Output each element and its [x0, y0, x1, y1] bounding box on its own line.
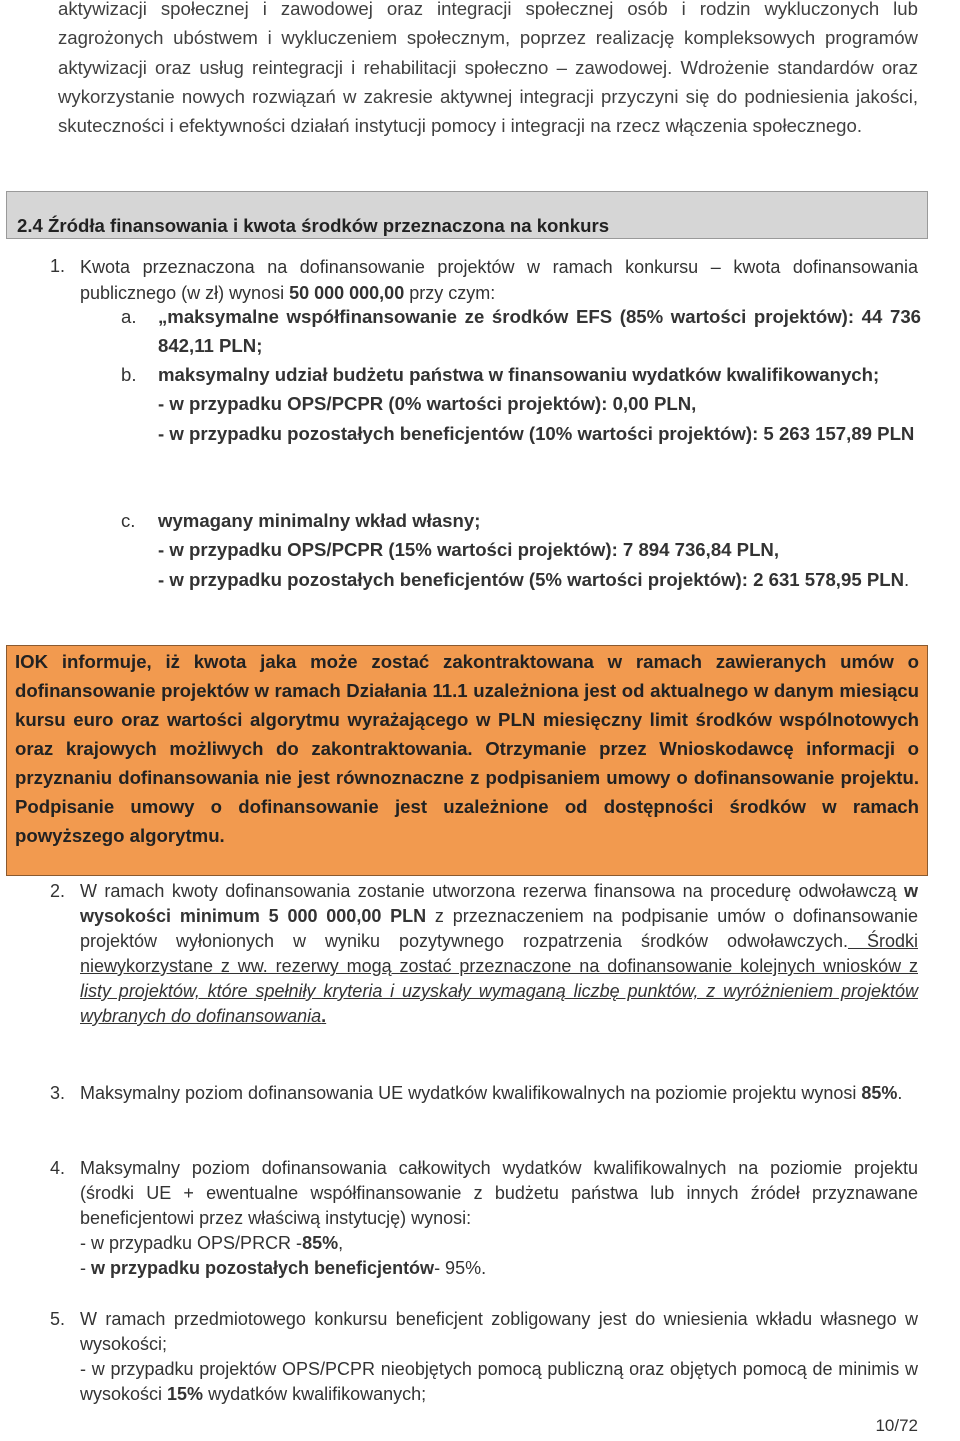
list-item-1: [38, 254, 918, 306]
item4-l1c: ,: [338, 1233, 344, 1253]
item1-text-a: Kwota przeznaczona na dofinansowanie projektów w ramach konkursu – kwota dofinansowania publicznego (w zł) wynosi: [80, 257, 918, 303]
item4-l2a: -: [80, 1258, 91, 1278]
item2-t5: listy projektów, które spełniły kryteria i uzyskały wymaganą liczbę punktów, z wyróżnieniem projektów wybranych do dofinansowania: [80, 981, 918, 1026]
item-number: 5.: [50, 1309, 66, 1329]
intro-paragraph: [58, 0, 918, 140]
item-text: [80, 1081, 918, 1106]
item-text: [80, 254, 918, 306]
item-number: 1.: [50, 256, 66, 276]
item-text: [80, 879, 918, 1029]
sub-item-label: c.: [121, 510, 136, 531]
item5-line1: [80, 1357, 918, 1407]
notice-text: IOK informuje, iż kwota jaka może zostać zakontraktowana w ramach zawieranych umów o dofinansowanie projektów w ramach Działania 11.1 uzależniona jest od aktualnego w danym miesiącu kursu euro oraz wartości algorytmu wyrażającego w PLN miesięczny limit środków wspólnotowych oraz krajowych możliwych do zakontraktowania. Otrzymanie przez Wnioskodawcę informacji o przyznaniu dofinansowania nie jest równoznaczne z podpisaniem umowy o dofinansowanie projektu. Podpisanie umowy o dofinansowanie jest uzależnione od dostępności środków w ramach powyższego algorytmu.: [15, 651, 919, 846]
sub-item-a-text: „maksymalne współfinansowanie ze środków EFS (85% wartości projektów): 44 736 842,11 PLN;: [158, 306, 921, 357]
sub-item-b-line3: - w przypadku pozostałych beneficjentów (10% wartości projektów): 5 263 157,89 PLN: [158, 422, 915, 444]
item5-l1b: 15%: [167, 1384, 204, 1404]
item-number: 4.: [50, 1158, 66, 1178]
item2-t6: .: [321, 1006, 327, 1026]
sub-item-b: [121, 360, 921, 505]
sub-item-text: [158, 360, 921, 448]
sub-item-a: [121, 302, 921, 362]
sub-item-c-line2: - w przypadku OPS/PCPR (15% wartości projektów): 7 894 736,84 PLN,: [158, 539, 780, 561]
item4-l1b: 85%: [302, 1233, 339, 1253]
item-number: 3.: [50, 1083, 66, 1103]
item5-text: W ramach przedmiotowego konkursu beneficjent zobligowany jest do wniesienia wkładu własnego w wysokości;: [80, 1309, 918, 1354]
item4-l2c: - 95%.: [434, 1258, 487, 1278]
item2-t1: W ramach kwoty dofinansowania zostanie utworzona rezerwa finansowa na procedurę odwoławczą: [80, 881, 904, 901]
item3-t2: 85%: [861, 1083, 898, 1103]
sub-item-c: [121, 506, 921, 621]
sub-item-text: [158, 506, 921, 594]
item2-t3: z przeznaczeniem na podpisanie umów o dofinansowanie projektów wyłonionych w wyniku pozytywnego rozpatrzenia środków odwoławczych.: [80, 906, 918, 951]
sub-item-c-line1: wymagany minimalny wkład własny;: [158, 510, 481, 531]
item5-l1a: - w przypadku projektów OPS/PCPR nieobjętych pomocą publiczną oraz objętych pomocą de minimis w wysokości: [80, 1359, 918, 1404]
section-heading: 2.4 Źródła finansowania i kwota środków przeznaczona na konkurs: [17, 215, 610, 236]
sub-item-label: a.: [121, 306, 137, 327]
list-item-5: [38, 1307, 918, 1407]
item4-text: Maksymalny poziom dofinansowania całkowitych wydatków kwalifikowalnych na poziomie projektu (środki UE + ewentualne współfinansowanie z budżetu państwa lub innych źródeł przyznawane beneficjentowi przez właściwą instytucję) wynosi:: [80, 1158, 918, 1228]
list-item-2: [38, 879, 918, 1029]
item-number: 2.: [50, 881, 66, 901]
item4-line2: [80, 1256, 918, 1281]
sub-item-b-line1: maksymalny udział budżetu państwa w finansowaniu wydatków kwalifikowanych;: [158, 364, 880, 385]
sub-item-text: [158, 302, 921, 361]
list-item-4: [38, 1156, 918, 1281]
item4-line1: [80, 1231, 918, 1256]
sub-item-c-line3-text: - w przypadku pozostałych beneficjentów (5% wartości projektów): 2 631 578,95 PLN: [158, 568, 905, 590]
item4-l1a: - w przypadku OPS/PRCR -: [80, 1233, 303, 1253]
notice-box: [6, 645, 928, 876]
sub-item-b-line2: - w przypadku OPS/PCPR (0% wartości projektów): 0,00 PLN,: [158, 393, 697, 415]
item4-l2b: w przypadku pozostałych beneficjentów: [91, 1258, 435, 1278]
item5-l1c: wydatków kwalifikowanych;: [203, 1384, 427, 1404]
item1-amount: 50 000 000,00: [289, 283, 405, 303]
item2-t2: w wysokości minimum 5 000 000,00 PLN: [80, 881, 918, 926]
item2-t4: Środki niewykorzystane z ww. rezerwy mogą zostać przeznaczone na dofinansowanie kolejnych wniosków z: [80, 931, 918, 976]
intro-text: aktywizacji społecznej i zawodowej oraz integracji społecznej osób i rodzin wykluczonych lub zagrożonych ubóstwem i wykluczeniem społecznym, poprzez realizację kompleksowych programów aktywizacji oraz usług reintegracji i rehabilitacji społeczno – zawodowej. Wdrożenie standardów oraz wykorzystanie nowych rozwiązań w zakresie aktywnej integracji przyczyni się do podniesienia jakości, skuteczności i efektywności działań instytucji pomocy i integracji na rzecz włączenia społecznego.: [58, 0, 918, 137]
sub-item-label: b.: [121, 364, 137, 385]
page-number: 10/72: [875, 1416, 918, 1435]
sub-item-c-end: .: [904, 568, 910, 590]
sub-item-c-line3: [158, 565, 921, 594]
item1-text-b: przy czym:: [404, 283, 496, 303]
list-item-3: [38, 1081, 918, 1106]
item3-t3: .: [897, 1083, 903, 1103]
item3-t1: Maksymalny poziom dofinansowania UE wydatków kwalifikowalnych na poziomie projektu wynosi: [80, 1083, 862, 1103]
section-heading-box: [6, 191, 928, 239]
